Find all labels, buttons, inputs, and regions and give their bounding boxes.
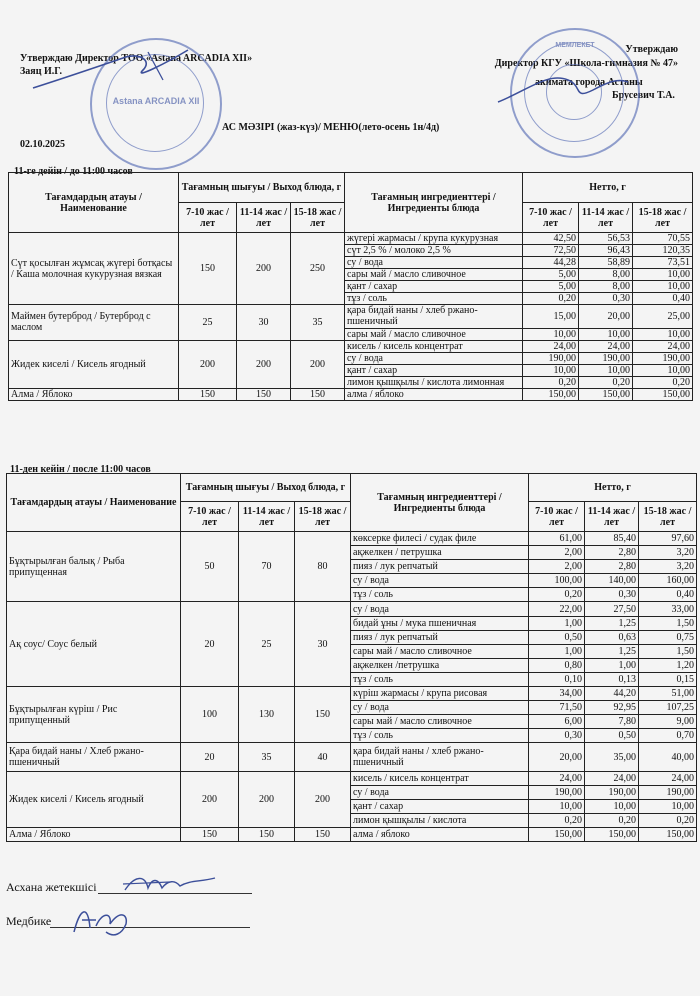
netto-age-11-14: 0,50 [585, 729, 639, 743]
ingredient-name: су / вода [351, 785, 529, 799]
netto-age-7-10: 72,50 [523, 245, 579, 257]
netto-age-15-18: 24,00 [633, 340, 693, 352]
ingredient-name: жүгері жармасы / крупа кукурузная [345, 233, 523, 245]
table-row [7, 532, 697, 546]
table-row [7, 687, 697, 701]
netto-age-7-10: 6,00 [529, 715, 585, 729]
netto-age-15-18: 190,00 [639, 785, 697, 799]
yield-age-7-10: 150 [179, 233, 237, 305]
col-header-age: 11-14 жас / лет [239, 502, 295, 532]
yield-age-15-18: 30 [295, 602, 351, 687]
ingredient-name: алма / яблоко [345, 388, 523, 400]
netto-age-15-18: 0,20 [633, 376, 693, 388]
ingredient-name: қант / сахар [345, 281, 523, 293]
nurse-label: Медбике [6, 914, 52, 928]
netto-age-11-14: 35,00 [585, 743, 639, 771]
netto-age-7-10: 1,00 [529, 616, 585, 630]
netto-age-11-14: 10,00 [585, 799, 639, 813]
netto-age-7-10: 150,00 [529, 827, 585, 841]
ingredient-name: су / вода [351, 701, 529, 715]
netto-age-15-18: 0,40 [639, 588, 697, 602]
netto-age-7-10: 2,00 [529, 560, 585, 574]
table-row [9, 340, 693, 352]
ingredient-name: кисель / кисель концентрат [351, 771, 529, 785]
netto-age-7-10: 20,00 [529, 743, 585, 771]
left-approve-text: Утверждаю Директор ТОО «Astana ARCADIA XII» [20, 53, 253, 64]
netto-age-15-18: 1,20 [639, 658, 697, 672]
netto-age-7-10: 15,00 [523, 305, 579, 329]
ingredient-name: тұз / соль [345, 293, 523, 305]
ingredient-name: тұз / соль [351, 672, 529, 686]
netto-age-15-18: 33,00 [639, 602, 697, 616]
ingredient-name: кисель / кисель концентрат [345, 340, 523, 352]
netto-age-11-14: 0,20 [579, 376, 633, 388]
ingredient-name: бидай ұны / мука пшеничная [351, 616, 529, 630]
netto-age-7-10: 10,00 [523, 364, 579, 376]
netto-age-11-14: 58,89 [579, 257, 633, 269]
netto-age-7-10: 190,00 [523, 352, 579, 364]
netto-age-11-14: 2,80 [585, 560, 639, 574]
netto-age-11-14: 0,30 [579, 293, 633, 305]
menu-table-after-11 [6, 473, 697, 842]
ingredient-name: су / вода [351, 574, 529, 588]
netto-age-7-10: 5,00 [523, 281, 579, 293]
left-approver-name: Заяц И.Г. [20, 66, 62, 77]
netto-age-15-18: 10,00 [633, 269, 693, 281]
netto-age-7-10: 44,28 [523, 257, 579, 269]
netto-age-7-10: 10,00 [523, 328, 579, 340]
ingredient-name: ақжелкен / петрушка [351, 546, 529, 560]
netto-age-7-10: 0,20 [529, 813, 585, 827]
netto-age-11-14: 92,95 [585, 701, 639, 715]
netto-age-11-14: 2,80 [585, 546, 639, 560]
yield-age-15-18: 40 [295, 743, 351, 771]
netto-age-11-14: 8,00 [579, 269, 633, 281]
netto-age-11-14: 44,20 [585, 687, 639, 701]
col-header-ingredients: Тағамның ингредиенттері / Ингредиенты блюда [351, 474, 529, 532]
netto-age-15-18: 0,70 [639, 729, 697, 743]
netto-age-7-10: 0,50 [529, 630, 585, 644]
chef-signature [120, 870, 220, 898]
col-header-ingredients: Тағамның ингредиенттері / Ингредиенты блюда [345, 173, 523, 233]
netto-age-11-14: 0,13 [585, 672, 639, 686]
netto-age-7-10: 150,00 [523, 388, 579, 400]
document-date: 02.10.2025 [20, 139, 65, 150]
ingredient-name: қара бидай наны / хлеб ржано-пшеничный [345, 305, 523, 329]
right-approve-text: Утверждаю [625, 44, 678, 55]
netto-age-7-10: 61,00 [529, 532, 585, 546]
yield-age-15-18: 200 [295, 771, 351, 827]
col-header-age: 15-18 жас / лет [291, 203, 345, 233]
yield-age-15-18: 250 [291, 233, 345, 305]
table-row [7, 743, 697, 771]
netto-age-11-14: 24,00 [579, 340, 633, 352]
netto-age-15-18: 3,20 [639, 560, 697, 574]
netto-age-11-14: 27,50 [585, 602, 639, 616]
netto-age-7-10: 0,30 [529, 729, 585, 743]
netto-age-15-18: 1,50 [639, 644, 697, 658]
col-header-age: 7-10 жас / лет [529, 502, 585, 532]
col-header-age: 11-14 жас / лет [237, 203, 291, 233]
netto-age-11-14: 56,53 [579, 233, 633, 245]
netto-age-11-14: 140,00 [585, 574, 639, 588]
table-row [9, 388, 693, 400]
netto-age-11-14: 7,80 [585, 715, 639, 729]
yield-age-15-18: 80 [295, 532, 351, 602]
header-row [9, 173, 693, 203]
netto-age-15-18: 190,00 [633, 352, 693, 364]
right-seal-label: МЕМЛЕКЕТ [555, 42, 595, 49]
yield-age-11-14: 200 [237, 233, 291, 305]
netto-age-7-10: 34,00 [529, 687, 585, 701]
netto-age-15-18: 70,55 [633, 233, 693, 245]
header-row [7, 474, 697, 502]
netto-age-15-18: 9,00 [639, 715, 697, 729]
table-row [9, 305, 693, 329]
dish-name: Жидек киселі / Кисель ягодный [9, 340, 179, 388]
netto-age-15-18: 0,20 [639, 813, 697, 827]
yield-age-15-18: 150 [295, 827, 351, 841]
netto-age-15-18: 97,60 [639, 532, 697, 546]
ingredient-name: тұз / соль [351, 729, 529, 743]
yield-age-11-14: 130 [239, 687, 295, 743]
ingredient-name: қара бидай наны / хлеб ржано-пшеничный [351, 743, 529, 771]
yield-age-15-18: 200 [291, 340, 345, 388]
table-row [7, 602, 697, 616]
netto-age-15-18: 25,00 [633, 305, 693, 329]
netto-age-11-14: 0,63 [585, 630, 639, 644]
ingredient-name: сары май / масло сливочное [345, 269, 523, 281]
right-signature [488, 60, 638, 110]
table-row [9, 233, 693, 245]
col-header-age: 11-14 жас / лет [585, 502, 639, 532]
dish-name: Сүт қосылған жұмсақ жүгері ботқасы / Каша молочная кукурузная вязкая [9, 233, 179, 305]
netto-age-11-14: 24,00 [585, 771, 639, 785]
col-header-dish: Тағамдардың атауы / Наименование [7, 474, 181, 532]
netto-age-15-18: 3,20 [639, 546, 697, 560]
netto-age-11-14: 0,20 [585, 813, 639, 827]
netto-age-15-18: 150,00 [633, 388, 693, 400]
netto-age-7-10: 24,00 [523, 340, 579, 352]
netto-age-7-10: 0,10 [529, 672, 585, 686]
col-header-age: 7-10 жас / лет [179, 203, 237, 233]
netto-age-7-10: 42,50 [523, 233, 579, 245]
netto-age-11-14: 150,00 [579, 388, 633, 400]
left-signature [28, 40, 198, 100]
dish-name: Қара бидай наны / Хлеб ржано-пшеничный [7, 743, 181, 771]
dish-name: Алма / Яблоко [9, 388, 179, 400]
nurse-signature [66, 898, 146, 942]
yield-age-11-14: 70 [239, 532, 295, 602]
ingredient-name: сары май / масло сливочное [351, 715, 529, 729]
dish-name: Бұқтырылған балық / Рыба припущенная [7, 532, 181, 602]
netto-age-11-14: 190,00 [585, 785, 639, 799]
ingredient-name: қант / сахар [351, 799, 529, 813]
netto-age-7-10: 22,00 [529, 602, 585, 616]
col-header-age: 7-10 жас / лет [523, 203, 579, 233]
netto-age-15-18: 120,35 [633, 245, 693, 257]
netto-age-7-10: 10,00 [529, 799, 585, 813]
yield-age-7-10: 20 [181, 743, 239, 771]
netto-age-11-14: 96,43 [579, 245, 633, 257]
netto-age-11-14: 10,00 [579, 328, 633, 340]
netto-age-7-10: 0,20 [523, 376, 579, 388]
ingredient-name: алма / яблоко [351, 827, 529, 841]
yield-age-7-10: 150 [179, 388, 237, 400]
netto-age-7-10: 100,00 [529, 574, 585, 588]
netto-age-15-18: 40,00 [639, 743, 697, 771]
ingredient-name: сары май / масло сливочное [351, 644, 529, 658]
ingredient-name: пияз / лук репчатый [351, 630, 529, 644]
netto-age-11-14: 85,40 [585, 532, 639, 546]
dish-name: Бұқтырылған күріш / Рис припущенный [7, 687, 181, 743]
col-header-age: 15-18 жас / лет [639, 502, 697, 532]
ingredient-name: лимон қышқылы / кислота лимонная [345, 376, 523, 388]
netto-age-11-14: 8,00 [579, 281, 633, 293]
menu-table-before-11 [8, 172, 693, 401]
right-approver-name: Брусевич Т.А. [612, 90, 675, 101]
yield-age-11-14: 30 [237, 305, 291, 341]
chef-label: Асхана жетекшісі [6, 880, 97, 894]
netto-age-7-10: 71,50 [529, 701, 585, 715]
netto-age-15-18: 10,00 [633, 364, 693, 376]
dish-name: Жидек киселі / Кисель ягодный [7, 771, 181, 827]
netto-age-7-10: 2,00 [529, 546, 585, 560]
yield-age-11-14: 35 [239, 743, 295, 771]
col-header-netto: Нетто, г [529, 474, 697, 502]
netto-age-11-14: 10,00 [579, 364, 633, 376]
netto-age-11-14: 1,00 [585, 658, 639, 672]
ingredient-name: су / вода [345, 257, 523, 269]
netto-age-15-18: 10,00 [639, 799, 697, 813]
netto-age-7-10: 5,00 [523, 269, 579, 281]
netto-age-15-18: 150,00 [639, 827, 697, 841]
netto-age-7-10: 24,00 [529, 771, 585, 785]
dish-name: Маймен бутерброд / Бутерброд с маслом [9, 305, 179, 341]
netto-age-11-14: 20,00 [579, 305, 633, 329]
yield-age-11-14: 200 [239, 771, 295, 827]
col-header-age: 11-14 жас / лет [579, 203, 633, 233]
yield-age-7-10: 25 [179, 305, 237, 341]
dish-name: Алма / Яблоко [7, 827, 181, 841]
document-title: АС МӘЗІРІ (жаз-күз)/ МЕНЮ(лето-осень 1н/4д) [222, 122, 440, 133]
col-header-netto: Нетто, г [523, 173, 693, 203]
yield-age-11-14: 150 [239, 827, 295, 841]
table-row [7, 771, 697, 785]
netto-age-15-18: 1,50 [639, 616, 697, 630]
netto-age-11-14: 0,30 [585, 588, 639, 602]
yield-age-7-10: 20 [181, 602, 239, 687]
netto-age-7-10: 190,00 [529, 785, 585, 799]
dish-name: Ақ соус/ Соус белый [7, 602, 181, 687]
ingredient-name: су / вода [351, 602, 529, 616]
netto-age-15-18: 0,75 [639, 630, 697, 644]
netto-age-15-18: 24,00 [639, 771, 697, 785]
yield-age-7-10: 150 [181, 827, 239, 841]
yield-age-7-10: 200 [181, 771, 239, 827]
yield-age-7-10: 100 [181, 687, 239, 743]
netto-age-15-18: 10,00 [633, 281, 693, 293]
yield-age-7-10: 200 [179, 340, 237, 388]
col-header-dish: Тағамдардың атауы / Наименование [9, 173, 179, 233]
ingredient-name: су / вода [345, 352, 523, 364]
yield-age-11-14: 25 [239, 602, 295, 687]
netto-age-15-18: 10,00 [633, 328, 693, 340]
section1-title: 11-ге дейін / до 11:00 часов [14, 166, 133, 177]
yield-age-15-18: 35 [291, 305, 345, 341]
ingredient-name: сары май / масло сливочное [345, 328, 523, 340]
netto-age-11-14: 190,00 [579, 352, 633, 364]
col-header-age: 7-10 жас / лет [181, 502, 239, 532]
ingredient-name: пияз / лук репчатый [351, 560, 529, 574]
right-akimat-text: акимата города Астаны [535, 77, 643, 88]
netto-age-11-14: 150,00 [585, 827, 639, 841]
ingredient-name: көксерке филесі / судак филе [351, 532, 529, 546]
ingredient-name: қант / сахар [345, 364, 523, 376]
col-header-yield: Тағамның шығуы / Выход блюда, г [181, 474, 351, 502]
netto-age-7-10: 0,20 [529, 588, 585, 602]
netto-age-15-18: 0,15 [639, 672, 697, 686]
seal-label: Astana ARCADIA XII [112, 96, 200, 106]
netto-age-15-18: 160,00 [639, 574, 697, 588]
right-director-text: Директор КГУ «Школа-гимназия № 47» [494, 58, 678, 69]
netto-age-15-18: 51,00 [639, 687, 697, 701]
netto-age-7-10: 0,80 [529, 658, 585, 672]
ingredient-name: күріш жармасы / крупа рисовая [351, 687, 529, 701]
ingredient-name: тұз / соль [351, 588, 529, 602]
yield-age-15-18: 150 [295, 687, 351, 743]
netto-age-7-10: 1,00 [529, 644, 585, 658]
yield-age-11-14: 200 [237, 340, 291, 388]
netto-age-7-10: 0,20 [523, 293, 579, 305]
ingredient-name: лимон қышқылы / кислота [351, 813, 529, 827]
col-header-yield: Тағамның шығуы / Выход блюда, г [179, 173, 345, 203]
col-header-age: 15-18 жас / лет [295, 502, 351, 532]
netto-age-15-18: 0,40 [633, 293, 693, 305]
netto-age-11-14: 1,25 [585, 616, 639, 630]
section2-title: 11-ден кейін / после 11:00 часов [10, 464, 151, 475]
ingredient-name: сүт 2,5 % / молоко 2,5 % [345, 245, 523, 257]
ingredient-name: ақжелкен /петрушка [351, 658, 529, 672]
table-row [7, 827, 697, 841]
netto-age-15-18: 73,51 [633, 257, 693, 269]
netto-age-15-18: 107,25 [639, 701, 697, 715]
yield-age-15-18: 150 [291, 388, 345, 400]
col-header-age: 15-18 жас / лет [633, 203, 693, 233]
netto-age-11-14: 1,25 [585, 644, 639, 658]
yield-age-7-10: 50 [181, 532, 239, 602]
yield-age-11-14: 150 [237, 388, 291, 400]
